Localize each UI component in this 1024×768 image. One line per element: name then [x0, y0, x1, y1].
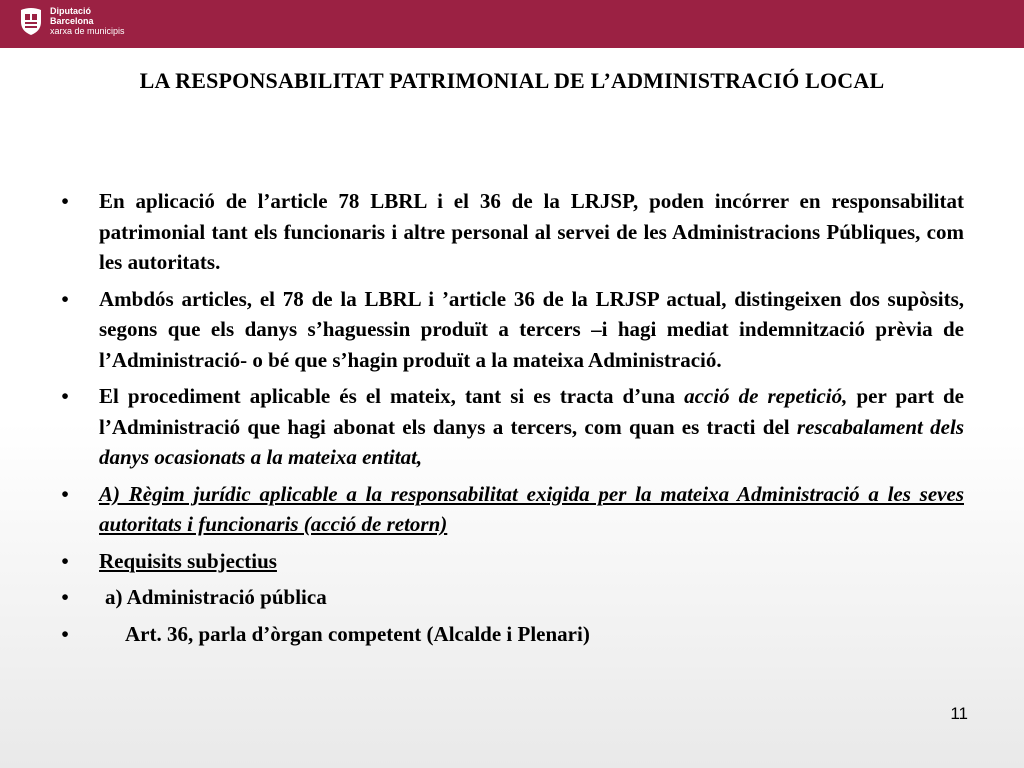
slide-title: LA RESPONSABILITAT PATRIMONIAL DE L’ADMINISTRACIÓ LOCAL	[139, 68, 885, 93]
bullet-item	[58, 582, 964, 613]
bullet-text-part: per part de l’Administració que hagi abonat els danys a tercers, com quan es tracti del	[99, 384, 964, 439]
logo-text	[50, 6, 125, 36]
bullet-text: Ambdós articles, el 78 de la LBRL i ’article 36 de la LRJSP actual, distingeixen dos supòsits, segons que els danys s’haguessin produït a tercers –i hagi mediat indemnització prèvia de l’Administració- o bé que s’hagin produït a la mateixa Administració.	[99, 286, 964, 372]
bullet-text: a) Administració pública	[105, 585, 327, 609]
bullet-item	[58, 381, 964, 473]
bullet-marker: •	[61, 585, 69, 609]
bullet-marker: •	[61, 621, 69, 646]
bullet-text: Art. 36, parla d’òrgan competent (Alcalde i Plenari)	[125, 621, 590, 646]
bullet-item	[58, 284, 964, 376]
diputacio-logo	[18, 6, 125, 36]
subsection-heading-text: Requisits subjectius	[99, 548, 277, 573]
bullet-marker: •	[61, 548, 69, 573]
bullet-list	[58, 186, 964, 655]
bullet-marker: •	[61, 384, 69, 408]
bullet-text-part: El procediment aplicable és el mateix, tant si es tracta d’una	[99, 384, 685, 408]
bullet-italic-text: rescabalament dels danys ocasionats a la mateixa entitat,	[99, 414, 964, 469]
section-heading-text: A) Règim jurídic aplicable a la responsabilitat exigida per la mateixa Administració a les seves autoritats i funcionaris (acció de retorn)	[99, 481, 964, 536]
coat-of-arms-icon	[18, 6, 44, 36]
bullet-item	[58, 619, 964, 650]
bullet-marker: •	[61, 189, 69, 213]
header-bar	[0, 0, 1024, 48]
logo-line-1: Diputació	[50, 6, 92, 16]
bullet-item	[58, 546, 964, 577]
bullet-italic-text: acció de repetició,	[684, 384, 848, 408]
logo-line-3: xarxa de municipis	[50, 26, 125, 36]
logo-line-2: Barcelona	[50, 16, 94, 26]
bullet-marker: •	[61, 481, 69, 506]
bullet-text: En aplicació de l’article 78 LBRL i el 36 de la LRJSP, poden incórrer en responsabilitat patrimonial tant els funcionaris i altre personal al servei de les Administracions Públiques, com les autoritats.	[99, 189, 964, 274]
bullet-marker: •	[61, 286, 69, 311]
page-number: 11	[950, 704, 968, 723]
bullet-item	[58, 186, 964, 278]
bullet-item	[58, 479, 964, 540]
